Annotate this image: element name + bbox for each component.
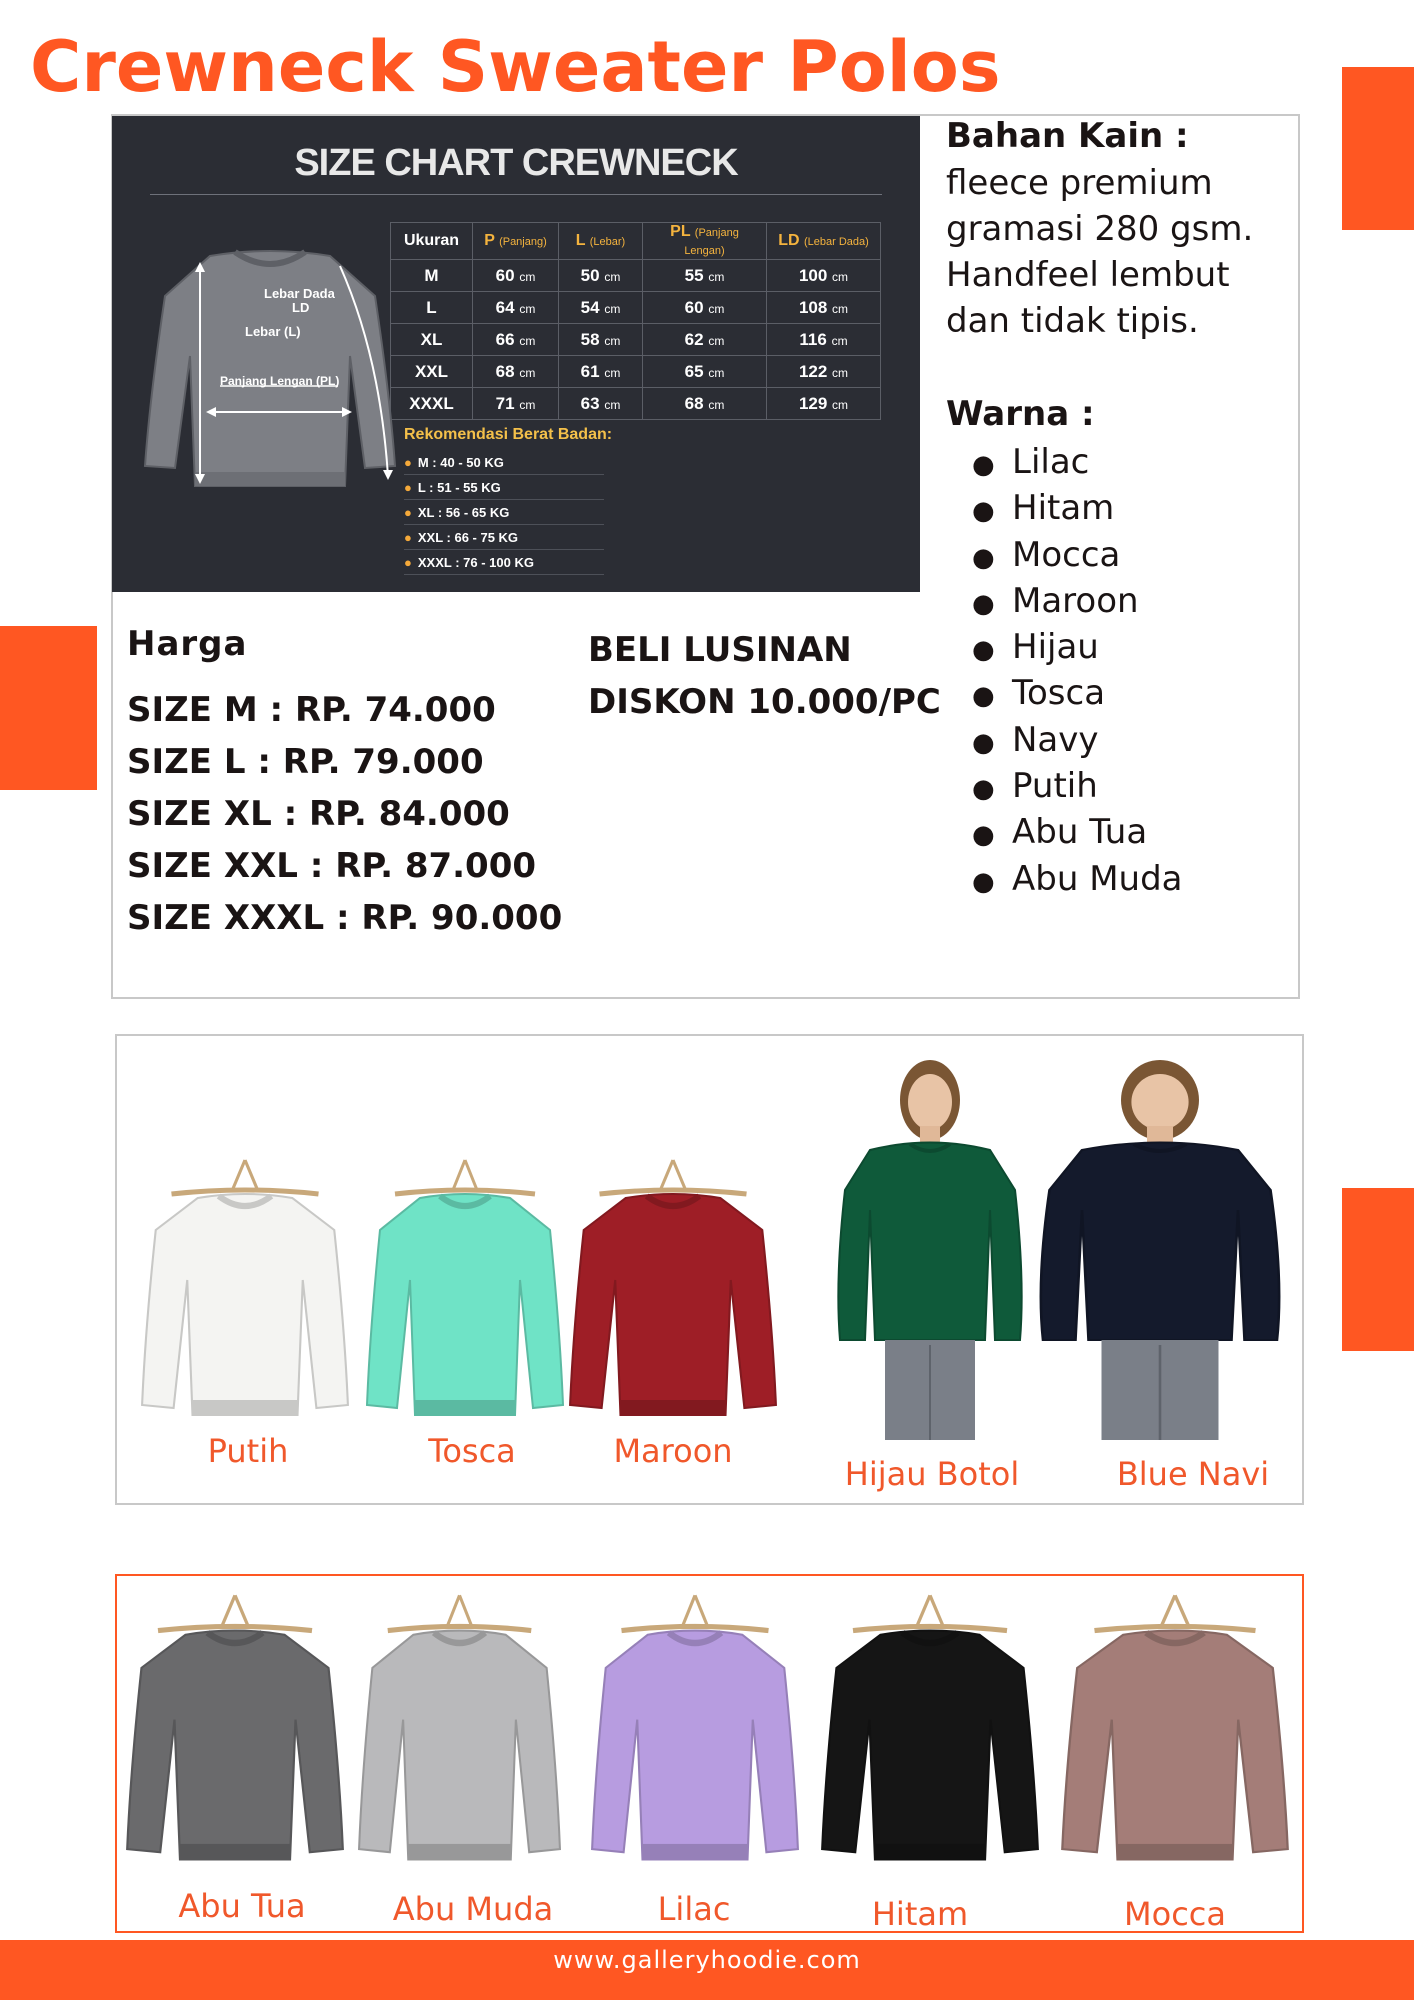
product-card: [830, 1040, 1030, 1440]
sweater-image: [1060, 1585, 1290, 1875]
price-item: SIZE M : RP. 74.000: [127, 690, 496, 730]
list-item: ● Lilac: [972, 442, 1090, 482]
cell-p: 64 cm: [473, 292, 559, 324]
product-card: [1060, 1585, 1290, 1875]
price-item: SIZE XL : RP. 84.000: [127, 794, 510, 834]
product-label: Hitam: [871, 1895, 969, 1933]
product-label: Tosca: [428, 1432, 516, 1470]
bahan-line: fleece premium: [946, 163, 1213, 203]
sweater-image: [365, 1150, 565, 1430]
label-panjang-lengan: Panjang Lengan (PL): [220, 374, 340, 388]
product-card: [365, 1150, 565, 1430]
product-card: [1030, 1040, 1290, 1440]
price-item: SIZE L : RP. 79.000: [127, 742, 484, 782]
decor-block-mid-right: [1342, 1188, 1414, 1351]
cell-ld: 129 cm: [767, 388, 881, 420]
cell-pl: 60 cm: [643, 292, 767, 324]
size-chart-title: SIZE CHART CREWNECK: [294, 142, 738, 184]
recommendation-item: ● XXXL : 76 - 100 KG: [404, 550, 604, 575]
price-list: [127, 684, 562, 944]
sweater-image: [140, 1150, 350, 1430]
cell-l: 61 cm: [559, 356, 643, 388]
product-label: Abu Muda: [392, 1890, 554, 1928]
sweater-image: [357, 1585, 562, 1875]
cell-l: 63 cm: [559, 388, 643, 420]
cell-ld: 108 cm: [767, 292, 881, 324]
decor-block-top-right: [1342, 67, 1414, 230]
bahan-line: gramasi 280 gsm.: [946, 209, 1254, 249]
title-rule: [150, 194, 882, 195]
table-row: [391, 292, 881, 324]
list-item: ● Mocca: [972, 534, 1121, 575]
table-row: [391, 356, 881, 388]
product-label: Blue Navi: [1116, 1455, 1270, 1493]
bulk-discount-promo: [588, 624, 941, 728]
product-label: Maroon: [613, 1432, 733, 1470]
cell-ld: 122 cm: [767, 356, 881, 388]
recommendation-item: ● XL : 56 - 65 KG: [404, 500, 604, 525]
footer-url[interactable]: www.galleryhoodie.com: [553, 1946, 861, 1974]
footer: [0, 1940, 1414, 2000]
cell-l: 50 cm: [559, 260, 643, 292]
cell-ld: 116 cm: [767, 324, 881, 356]
list-item: ● Hijau: [972, 627, 1099, 668]
product-label: Putih: [207, 1432, 289, 1470]
cell-ld: 100 cm: [767, 260, 881, 292]
col-l: L (Lebar): [559, 223, 643, 260]
product-card: [590, 1585, 800, 1875]
sweater-image: [1030, 1040, 1290, 1440]
col-ld: LD (Lebar Dada): [767, 223, 881, 260]
cell-p: 68 cm: [473, 356, 559, 388]
cell-p: 60 cm: [473, 260, 559, 292]
table-row: [391, 388, 881, 420]
recommendation-item: ● M : 40 - 50 KG: [404, 450, 604, 475]
cell-size: M: [391, 260, 473, 292]
size-chart-image: [112, 116, 920, 592]
list-item: ● Tosca: [972, 673, 1106, 714]
recommendation-item: ● XXL : 66 - 75 KG: [404, 525, 604, 550]
list-item: ● Abu Muda: [972, 858, 1183, 899]
cell-l: 58 cm: [559, 324, 643, 356]
sweater-image: [830, 1040, 1030, 1440]
col-ukuran: Ukuran: [391, 223, 473, 260]
warna-list: [972, 439, 1183, 902]
page-title: Crewneck Sweater Polos: [30, 26, 1001, 108]
list-item: ● Maroon: [972, 580, 1139, 621]
cell-p: 71 cm: [473, 388, 559, 420]
bahan-line: Handfeel lembut: [946, 255, 1230, 295]
product-label: Abu Tua: [178, 1887, 306, 1925]
product-card: [140, 1150, 350, 1430]
product-label: Hijau Botol: [844, 1455, 1020, 1493]
promo-line: BELI LUSINAN: [588, 630, 852, 670]
price-item: SIZE XXXL : RP. 90.000: [127, 898, 563, 938]
product-card: [568, 1150, 778, 1430]
promo-line: DISKON 10.000/PC: [588, 682, 941, 722]
sweater-diagram-icon: [140, 236, 400, 496]
recommendation-title: Rekomendasi Berat Badan:: [404, 426, 613, 443]
decor-block-left: [0, 626, 97, 790]
cell-size: XL: [391, 324, 473, 356]
cell-pl: 68 cm: [643, 388, 767, 420]
table-row: [391, 260, 881, 292]
product-card: [357, 1585, 562, 1875]
product-card: [820, 1585, 1040, 1875]
cell-size: XXL: [391, 356, 473, 388]
cell-pl: 65 cm: [643, 356, 767, 388]
list-item: ● Hitam: [972, 488, 1115, 529]
product-label: Lilac: [657, 1890, 731, 1928]
col-p: P (Panjang): [473, 223, 559, 260]
size-table-header: [391, 223, 881, 260]
table-row: [391, 324, 881, 356]
warna-heading: Warna :: [946, 394, 1095, 434]
list-item: ● Navy: [972, 719, 1099, 760]
cell-l: 54 cm: [559, 292, 643, 324]
sweater-image: [820, 1585, 1040, 1875]
label-ld: LD: [292, 300, 310, 315]
list-item: ● Abu Tua: [972, 812, 1148, 853]
bahan-heading: Bahan Kain :: [946, 116, 1189, 156]
price-item: SIZE XXL : RP. 87.000: [127, 846, 537, 886]
col-pl: PL (Panjang Lengan): [643, 223, 767, 260]
recommendation-item: ● L : 51 - 55 KG: [404, 475, 604, 500]
list-item: ● Putih: [972, 766, 1098, 807]
harga-heading: Harga: [127, 624, 248, 664]
label-lebar-dada: Lebar Dada: [264, 286, 335, 301]
bahan-line: dan tidak tipis.: [946, 301, 1199, 341]
label-lebar: Lebar (L): [242, 324, 304, 339]
bahan-description: [946, 160, 1286, 344]
cell-p: 66 cm: [473, 324, 559, 356]
cell-size: XXXL: [391, 388, 473, 420]
sweater-image: [125, 1585, 345, 1875]
cell-pl: 55 cm: [643, 260, 767, 292]
sweater-image: [568, 1150, 778, 1430]
sweater-image: [590, 1585, 800, 1875]
product-card: [125, 1585, 345, 1875]
cell-pl: 62 cm: [643, 324, 767, 356]
weight-recommendation: [404, 426, 612, 575]
size-table: [390, 222, 881, 420]
cell-size: L: [391, 292, 473, 324]
product-label: Mocca: [1124, 1895, 1226, 1933]
